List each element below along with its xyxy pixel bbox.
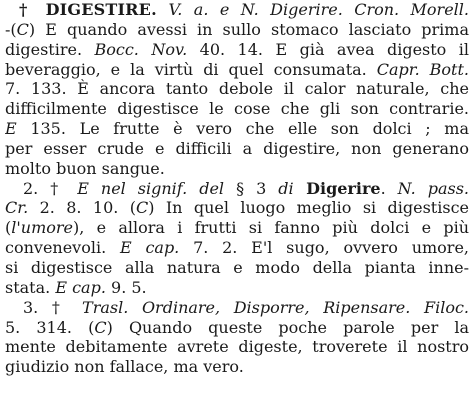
citation-text: Bocc. Nov. — [94, 39, 188, 59]
text-line — [5, 337, 469, 357]
text-line — [5, 40, 469, 60]
headword-text: DIGESTIRE — [45, 0, 152, 19]
body-text: -( — [5, 19, 17, 39]
citation-text: E cap. — [119, 238, 180, 258]
text-line — [5, 218, 469, 238]
body-text: digestire. — [5, 39, 95, 59]
citation-text: Trasl. Ordinare, Disporre, Ripensare. Filoc. — [82, 297, 469, 317]
body-text: molto buon sangue. — [5, 158, 165, 178]
headword-text: Digerire — [293, 178, 381, 198]
body-text: difficilmente digestisce le cose che gli son contrarie. — [5, 99, 469, 119]
text-line — [5, 179, 469, 199]
body-text: 7. 2. E'l sugo, ovvero umore, — [179, 238, 469, 258]
body-text: . — [380, 178, 398, 198]
citation-text: E cap. — [55, 277, 106, 297]
text-line — [5, 0, 469, 20]
body-text: ), e allora i frutti si fanno più dolci e più — [73, 218, 469, 238]
text-line — [5, 198, 469, 218]
citation-text: V. a. e N. Digerire. Cron. Morell. — [168, 0, 469, 19]
citation-text: Cr. — [5, 198, 29, 218]
body-text: convenevoli. — [5, 238, 120, 258]
body-text: ) Quando queste poche parole per la — [106, 317, 469, 337]
text-line — [5, 258, 469, 278]
text-line — [5, 238, 469, 258]
citation-text: C — [16, 19, 29, 39]
body-text: mente debitamente avrete digeste, troverete il nostro — [5, 337, 469, 357]
body-text: 40. 14. E già avea digesto il — [187, 39, 469, 59]
body-text: 2. † — [23, 178, 78, 198]
citation-text: E nel signif. del — [77, 178, 225, 198]
citation-text: l'umore — [11, 218, 73, 238]
text-line — [5, 357, 469, 377]
body-text: beveraggio, e la virtù di quel consumata. — [5, 59, 377, 79]
body-text: 3. † — [23, 297, 83, 317]
text-line — [5, 119, 469, 139]
text-line — [5, 278, 469, 298]
text-line — [5, 159, 469, 179]
headword-text: † — [19, 0, 46, 19]
body-text: § 3 — [224, 178, 279, 198]
body-text: 2. 8. 10. ( — [28, 198, 136, 218]
citation-text: Capr. Bott. — [376, 59, 469, 79]
body-text: ) E quando avessi in sullo stomaco lasciato prima — [28, 19, 469, 39]
text-line — [5, 298, 469, 318]
citation-text: N. pass. — [397, 178, 469, 198]
body-text: stata. — [5, 277, 56, 297]
body-text: ( — [5, 218, 12, 238]
body-text: per esser crude e difficili a digestire, non generano — [5, 138, 469, 158]
citation-text: C — [135, 198, 149, 218]
body-text: 9. 5. — [105, 277, 147, 297]
text-line — [5, 79, 469, 99]
body-text: giudizio non fallace, ma vero. — [5, 357, 244, 377]
text-line — [5, 60, 469, 80]
body-text: ) In quel luogo meglio si digestisce — [148, 198, 469, 218]
text-line — [5, 318, 469, 338]
headword-text: . — [151, 0, 169, 19]
citation-text: C — [94, 317, 107, 337]
citation-text: E — [5, 119, 17, 139]
body-text: 135. Le frutte è vero che elle son dolci ; ma — [16, 119, 469, 139]
body-text: si digestisce alla natura e modo della pianta inne- — [5, 257, 469, 277]
text-line — [5, 139, 469, 159]
text-line — [5, 99, 469, 119]
text-line — [5, 20, 469, 40]
body-text: 5. 314. ( — [5, 317, 95, 337]
citation-text: di — [278, 178, 294, 198]
body-text: 7. 133. È ancora tanto debole il calor naturale, che — [5, 79, 469, 99]
